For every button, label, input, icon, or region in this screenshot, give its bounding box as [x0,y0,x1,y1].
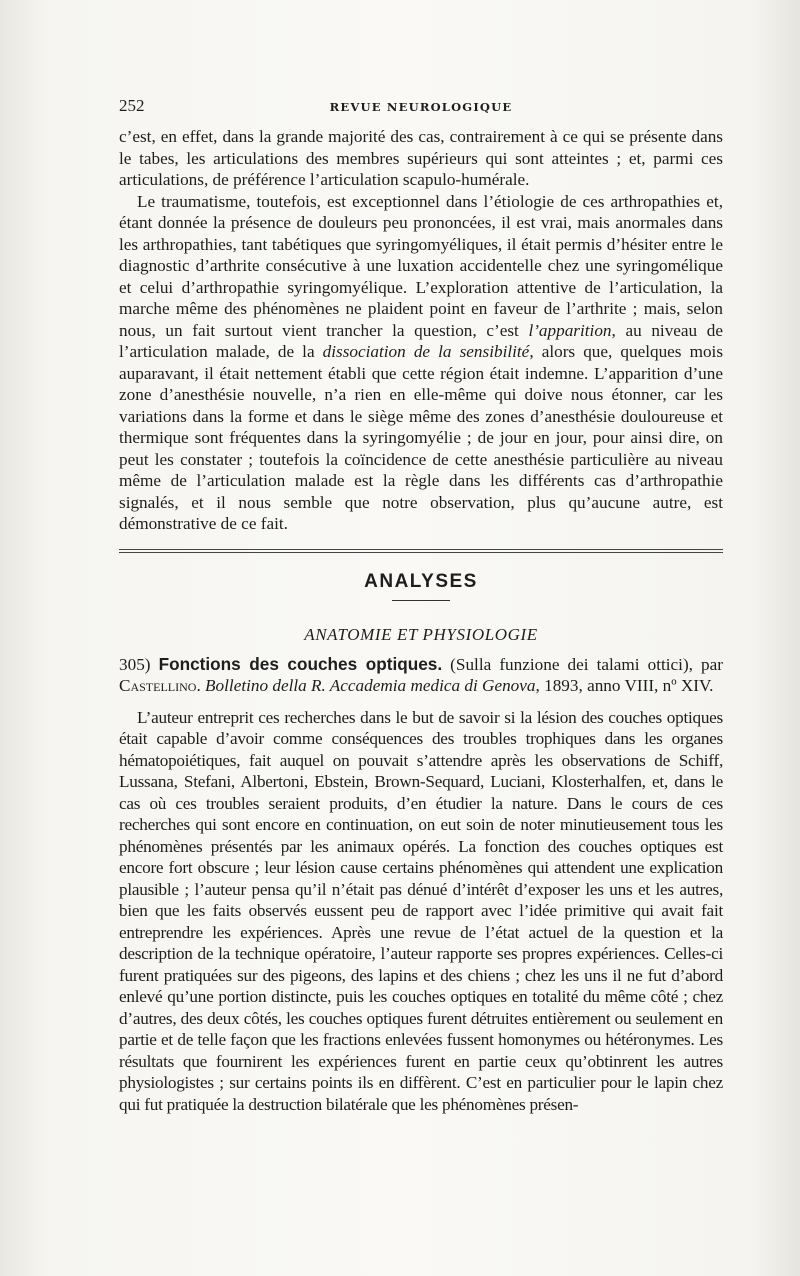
paragraph-2-italic-apparition: l’apparition [528,320,612,340]
section-divider [119,549,723,553]
entry-number: 305) [119,654,151,674]
section-title: ANALYSES [364,570,478,592]
page-number: 252 [119,96,145,115]
journal-title: REVUE NEUROLOGIQUE [329,100,513,114]
paragraph-2-italic-dissociation: dissociation de la sensibilité [322,342,530,361]
paragraph-2-part-c: , alors que, quelques mois auparavant, il était nettement établi que cette région était indemne. L’apparition d’une zone d’anesthésie nouvelle, n’a rien en elle-même qui doive nous étonner, car les variations dans la forme et dans le siège même des zones d’anesthésie douloureuse et thermique sont fréquentes dans la syringomyélie ; de jour en jour, pour ainsi dire, on peut les constater ; toutefois la coïncidence de cette anesthésie particulière au niveau même de l’articulation malade est la règle dans les différents cas d’arthropathie signalés, et il nous semble que notre observation, plus qu’aucune autre, est démonstrative de ce fait. [119,342,724,533]
running-head [119,96,723,116]
paragraph-2-part-b: , au niveau de l’articulation malade, de la [119,320,723,361]
page [119,96,723,1115]
entry-body-paragraph: L’auteur entreprit ces recherches dans le but de savoir si la lésion des couches optiques était capable d’avoir comme conséquences des troubles trophiques dans les organes hématopoiétiques, fait auquel on pouvait s’attendre après les observations de Schiff, Lussana, Stefani, Albertoni, Ebstein, Brown-Sequard, Luciani, Klosterhalfen, et, dans le cas où ces troubles seraient produits, d’en étudier la nature. Dans le cours de ces recherches qui sont encore en continuation, on eut soin de noter minutieusement tous les phénomènes présentés par les animaux opérés. La fonction des couches optiques est encore fort obscure ; leur lésion cause certains phénomènes qui attendent une explication plausible ; l’auteur pensa qu’il n’était pas dénué d’intérêt d’exposer les uns et les autres, bien que les faits observés eussent peu de rapport avec l’idée primitive qui avait fait entreprendre les expériences. Après une revue de l’état actuel de la question et la description de la technique opératoire, l’auteur rapporte ses propres expériences. Celles-ci furent pratiquées sur des pigeons, des lapins et des chiens ; chez les uns il ne fut d’abord enlevé qu’une portion distincte, puis les couches optiques en totalité du même côté ; chez d’autres, des deux côtés, les couches optiques furent détruites entièrement ou seulement en partie et de telle façon que les fractions enlevées fussent homonymes ou hétéronymes. Les résultats que fournirent les expériences furent en partie ceux qu’obtinrent les autres physiologistes ; sur certains points ils en diffèrent. C’est en particulier pour le lapin chez qui fut pratiquée la destruction bilatérale que les phénomènes présen- [119,707,723,1114]
entry-original-title: (Sulla funzione dei talami ottici), par [442,654,723,674]
entry-journal: Bolletino della R. Accademia medica di Genova [205,676,536,695]
entry-author: Castellino. [119,676,201,695]
entry-heading [119,654,723,697]
entry-title: Fonctions des couches optiques. [158,653,443,674]
section-title-underline [392,600,450,601]
paragraph-1: c’est, en effet, dans la grande majorité des cas, contrairement à ce qui se présente dans le tabes, les articulations des membres supérieurs qui sont atteintes ; et, parmi ces articulations, de préférence l’articulation scapulo-humérale. [119,127,723,189]
paragraph-2 [119,191,723,535]
entry-details: , 1893, anno VIII, nº XIV. [535,676,714,695]
entry-body [119,707,723,1116]
continuation-text [119,126,723,535]
subsection-title: ANATOMIE ET PHYSIOLOGIE [304,624,538,644]
paragraph-2-part-a: Le traumatisme, toutefois, est exceptionnel dans l’étiologie de ces arthropathies et, étant donnée la présence de douleurs peu prononcées, il est vrai, mais anormales dans les arthropathies, tant tabétiques que syringomyéliques, il était permis d’hésiter entre le diagnostic d’arthrite consécutive à une luxation accidentelle chez une syringomélique et celui d’arthropathie syringomyélique. L’exploration attentive de l’articulation, la marche même des phénomènes ne plaident point en faveur de l’arthrite ; mais, selon nous, un fait surtout vient trancher la question, c’est [119,191,723,340]
